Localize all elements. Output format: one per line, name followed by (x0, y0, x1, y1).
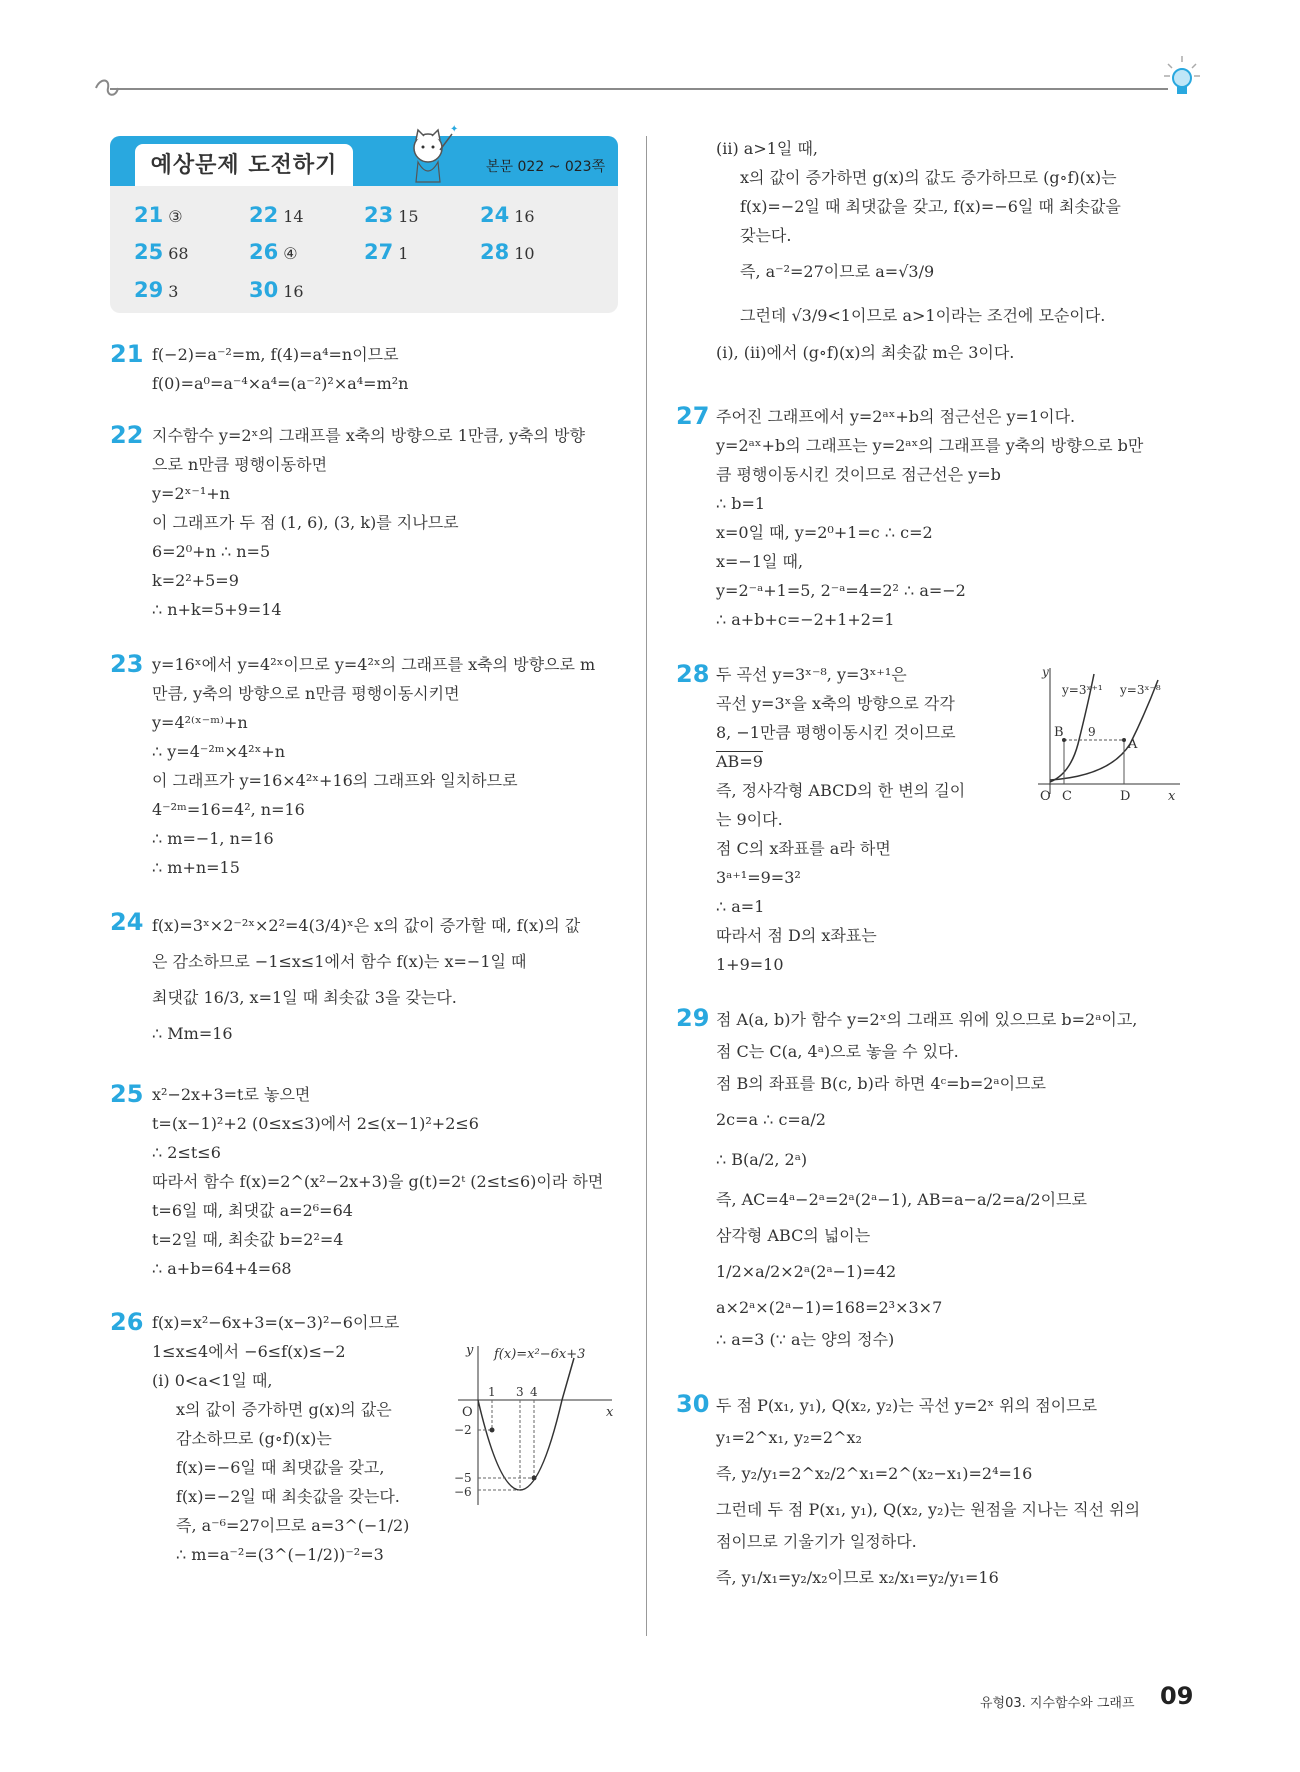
origin-label: O (462, 1405, 473, 1420)
point-a-label: A (1128, 737, 1138, 752)
answer-26: 26 ④ (249, 240, 298, 264)
problem-number: 21 (110, 340, 144, 368)
exponential-graph (1030, 664, 1180, 814)
answer-21: 21 ③ (134, 203, 183, 227)
footer-chapter: 유형03. 지수함수와 그래프 (980, 1696, 1135, 1711)
solution-26: f(x)=x²−6x+3=(x−3)²−6이므로 1≤x≤4에서 −6≤f(x)≤−2 (i) 0<a<1일 때, x의 값이 증가하면 g(x)의 값은 감소하므로 (g∘f)(x)는 f(x)=−6일 때 최댓값을 갖고, f(x)=−2일 때 최솟값을 갖는다. 즉, a⁻⁶=27이므로 a=3^(−1/2) ∴ m=a⁻²=(3^(−1/2))⁻²=3 (152, 1313, 410, 1564)
solution-21: f(−2)=a⁻²=m, f(4)=a⁴=n이므로 f(0)=a⁰=a⁻⁴×a⁴=(a⁻²)²×a⁴=m²n (152, 345, 409, 393)
curve-label-1: y=3ˣ⁺¹ (1062, 683, 1103, 697)
solution-29: 점 A(a, b)가 함수 y=2ˣ의 그래프 위에 있으므로 b=2ᵃ이고, 점 C는 C(a, 4ᵃ)으로 놓을 수 있다. 점 B의 좌표를 B(c, b)라 하면 4ᶜ=b=2ᵃ이므로 2c=a ∴ c=a/2 ∴ B(a/2, 2ᵃ) 즉, AC=4ᵃ−2ᵃ=2ᵃ(2ᵃ−1), AB=a−a/2=a/2이므로 삼각형 ABC의 넓이는 1/2×a/2×2ᵃ(2ᵃ−1)=42 a×2ᵃ×(2ᵃ−1)=168=2³×3×7 ∴ a=3 (∵ a는 양의 정수) (716, 1010, 1138, 1349)
tick-4: 4 (530, 1385, 538, 1399)
mascot-cat-icon (400, 120, 460, 192)
problem-number: 27 (676, 402, 710, 430)
solution-26-continued: (ii) a>1일 때, x의 값이 증가하면 g(x)의 값도 증가하므로 (g∘f)(x)는 f(x)=−2일 때 최댓값을 갖고, f(x)=−6일 때 최솟값을 갖는다. 즉, a⁻²=27이므로 a=√3/9 그런데 √3/9<1이므로 a>1이라는 조건에 모순이다. (i), (ii)에서 (g∘f)(x)의 최솟값 m은 3이다. (716, 139, 1121, 362)
point-d-label: D (1120, 789, 1131, 804)
answer-25: 25 68 (134, 240, 189, 264)
y-axis-label: y (1042, 665, 1049, 679)
origin-label: O (1040, 789, 1051, 804)
parabola-graph (450, 1340, 630, 1510)
answer-29: 29 3 (134, 278, 179, 302)
tick-1: 1 (488, 1385, 496, 1399)
answer-28: 28 10 (480, 240, 535, 264)
answer-27: 27 1 (364, 240, 409, 264)
page-number: 09 (1160, 1682, 1194, 1710)
function-label: f(x)=x²−6x+3 (494, 1347, 586, 1362)
x-axis-label: x (1168, 789, 1176, 804)
problem-number: 22 (110, 421, 144, 449)
problem-number: 28 (676, 660, 710, 688)
answer-30: 30 16 (249, 278, 304, 302)
length-label: 9 (1088, 725, 1096, 739)
point-b-label: B (1054, 725, 1064, 740)
problem-number: 30 (676, 1390, 710, 1418)
curve-label-2: y=3ˣ⁻⁸ (1120, 683, 1161, 697)
svg-text:✦: ✦ (450, 124, 459, 135)
page-reference: 본문 022 ~ 023쪽 (486, 159, 606, 175)
problem-number: 23 (110, 650, 144, 678)
answer-23: 23 15 (364, 203, 419, 227)
column-divider (646, 136, 647, 1636)
solution-24: f(x)=3ˣ×2⁻²ˣ×2²=4(3/4)ˣ은 x의 값이 증가할 때, f(x)의 값 은 감소하므로 −1≤x≤1에서 함수 f(x)는 x=−1일 때 최댓값 16/3, x=1일 때 최솟값 3을 갖는다. ∴ Mm=16 (152, 916, 581, 1043)
solution-30: 두 점 P(x₁, y₁), Q(x₂, y₂)는 곡선 y=2ˣ 위의 점이므로 y₁=2^x₁, y₂=2^x₂ 즉, y₂/y₁=2^x₂/2^x₁=2^(x₂−x₁)=2⁴=16 그런데 두 점 P(x₁, y₁), Q(x₂, y₂)는 원점을 지나는 직선 위의 점이므로 기울기가 일정하다. 즉, y₁/x₁=y₂/x₂이므로 x₂/x₁=y₂/y₁=16 (716, 1396, 1141, 1587)
tick-3: 3 (516, 1385, 524, 1399)
solution-22: 지수함수 y=2ˣ의 그래프를 x축의 방향으로 1만큼, y축의 방향 으로 n만큼 평행이동하면 y=2ˣ⁻¹+n 이 그래프가 두 점 (1, 6), (3, k)를 지나므로 6=2⁰+n ∴ n=5 k=2²+5=9 ∴ n+k=5+9=14 (152, 426, 585, 619)
tick-minus2: −2 (454, 1423, 472, 1437)
ribbon-knot-icon (92, 76, 122, 100)
section-title: 예상문제 도전하기 (135, 144, 353, 186)
solution-28: 두 곡선 y=3ˣ⁻⁸, y=3ˣ⁺¹은 곡선 y=3ˣ을 x축의 방향으로 각각 8, −1만큼 평행이동시킨 것이므로 AB=9 즉, 정사각형 ABCD의 한 변의 길이 는 9이다. 점 C의 x좌표를 a라 하면 3ᵃ⁺¹=9=3² ∴ a=1 따라서 점 D의 x좌표는 1+9=10 (716, 665, 966, 974)
problem-number: 24 (110, 908, 144, 936)
solution-25: x²−2x+3=t로 놓으면 t=(x−1)²+2 (0≤x≤3)에서 2≤(x−1)²+2≤6 ∴ 2≤t≤6 따라서 함수 f(x)=2^(x²−2x+3)을 g(t)=2ᵗ (2≤t≤6)이라 하면 t=6일 때, 최댓값 a=2⁶=64 t=2일 때, 최솟값 b=2²=4 ∴ a+b=64+4=68 (152, 1085, 604, 1278)
point-c-label: C (1062, 789, 1072, 804)
problem-number: 29 (676, 1004, 710, 1032)
lightbulb-icon (1162, 54, 1202, 100)
x-axis-label: x (606, 1405, 614, 1420)
problem-number: 25 (110, 1080, 144, 1108)
problem-number: 26 (110, 1308, 144, 1336)
answer-24: 24 16 (480, 203, 535, 227)
solution-27: 주어진 그래프에서 y=2ᵃˣ+b의 점근선은 y=1이다. y=2ᵃˣ+b의 그래프는 y=2ᵃˣ의 그래프를 y축의 방향으로 b만 큼 평행이동시킨 것이므로 점근선은 y=b ∴ b=1 x=0일 때, y=2⁰+1=c ∴ c=2 x=−1일 때, y=2⁻ᵃ+1=5, 2⁻ᵃ=4=2² ∴ a=−2 ∴ a+b+c=−2+1+2=1 (716, 407, 1144, 629)
tick-minus5: −5 (454, 1471, 472, 1485)
top-rule (110, 88, 1168, 90)
answer-22: 22 14 (249, 203, 304, 227)
solution-23: y=16ˣ에서 y=4²ˣ이므로 y=4²ˣ의 그래프를 x축의 방향으로 m 만큼, y축의 방향으로 n만큼 평행이동시키면 y=4²⁽ˣ⁻ᵐ⁾+n ∴ y=4⁻²ᵐ×4²ˣ+n 이 그래프가 y=16×4²ˣ+16의 그래프와 일치하므로 4⁻²ᵐ=16=4², n=16 ∴ m=−1, n=16 ∴ m+n=15 (152, 655, 596, 877)
tick-minus6: −6 (454, 1485, 472, 1499)
y-axis-label: y (466, 1343, 474, 1358)
